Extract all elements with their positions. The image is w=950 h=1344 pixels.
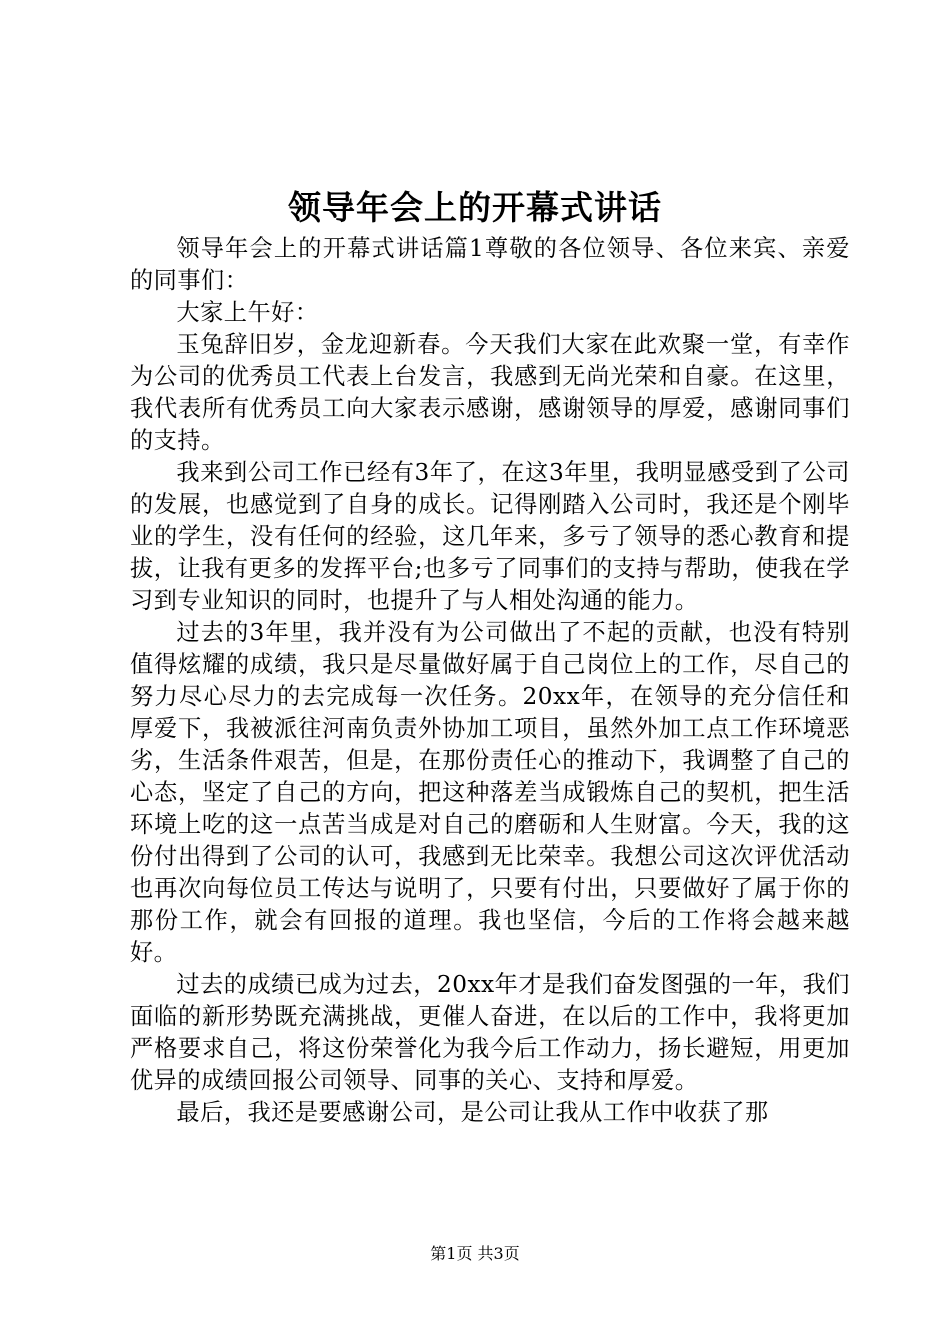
document-title: 领导年会上的开幕式讲话 [288, 188, 662, 227]
paragraph-greeting: 大家上午好： [176, 299, 319, 326]
paragraph-salutation: 领导年会上的开幕式讲话篇1尊敬的各位领导、各位来宾、亲爱的同事们： [130, 235, 850, 294]
paragraph-achievements: 过去的3年里，我并没有为公司做出了不起的贡献，也没有特别值得炫耀的成绩，我只是尽量做好属于自己岗位上的工作，尽自己的努力尽心尽力的去完成每一次任务。20xx年，在领导的充分信任和厚爱下，我被派往河南负责外协加工项目，虽然外加工点工作环境恶劣，生活条件艰苦，但是，在那份责任心的推动下，我调整了自己的心态，坚定了自己的方向，把这种落差当成锻炼自己的契机，把生活环境上吃的这一点苦当成是对自己的磨砺和人生财富。今天，我的这份付出得到了公司的认可，我感到无比荣幸。我想公司这次评优活动也再次向每位员工传达与说明了，只要有付出，只要做好了属于你的那份工作，就会有回报的道理。我也坚信，今后的工作将会越来越好。 [130, 619, 850, 966]
page-number-footer: 第1页 共3页 [430, 1244, 520, 1263]
paragraph-future: 过去的成绩已成为过去，20xx年才是我们奋发图强的一年，我们面临的新形势既充满挑战，更催人奋进，在以后的工作中，我将更加严格要求自己，将这份荣誉化为我今后工作动力，扬长避短，用更加优异的成绩回报公司领导、同事的关心、支持和厚爱。 [130, 971, 850, 1094]
paragraph-growth: 我来到公司工作已经有3年了，在这3年里，我明显感受到了公司的发展，也感觉到了自身的成长。记得刚踏入公司时，我还是个刚毕业的学生，没有任何的经验，这几年来，多亏了领导的悉心教育和提拔，让我有更多的发挥平台;也多亏了同事们的支持与帮助，使我在学习到专业知识的同时，也提升了与人相处沟通的能力。 [130, 459, 850, 614]
paragraph-closing: 最后，我还是要感谢公司，是公司让我从工作中收获了那 [176, 1099, 769, 1126]
document-body [130, 233, 850, 1129]
paragraph-opening: 玉兔辞旧岁，金龙迎新春。今天我们大家在此欢聚一堂，有幸作为公司的优秀员工代表上台发言，我感到无尚光荣和自豪。在这里，我代表所有优秀员工向大家表示感谢，感谢领导的厚爱，感谢同事们的支持。 [130, 331, 850, 454]
